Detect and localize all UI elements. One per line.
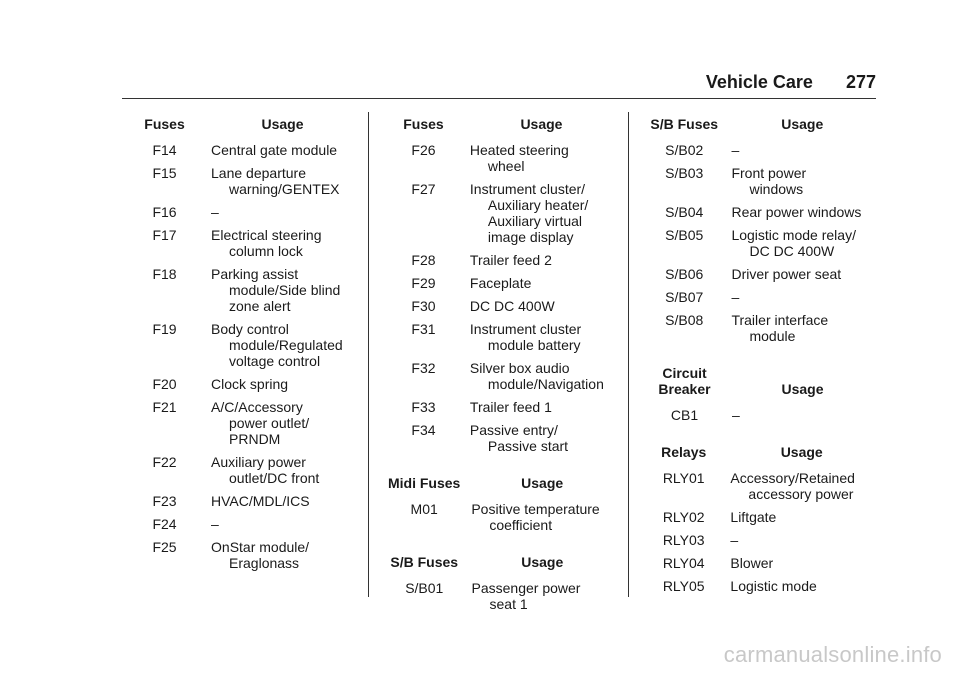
fuse-usage [466,248,617,271]
usage-line: Blower [730,555,774,571]
fuse-id: F30 [411,298,436,314]
table-row [641,161,877,200]
usage-line: Passive entry/ [469,422,558,438]
fuse-usage [727,223,877,262]
fuse-id: RLY04 [662,555,705,571]
usage-line: Passive start [487,438,569,454]
table-row [122,200,358,223]
fuse-usage [207,489,358,512]
usage-line: module battery [487,337,581,353]
usage-line: Body control [211,321,289,337]
usage-line: DC DC 400W [469,298,555,314]
column-header-usage: Usage [520,116,563,132]
column-divider-1 [368,112,369,597]
usage-line: – [211,516,219,532]
fuse-usage [726,574,877,597]
fuse-usage [207,262,358,317]
table-row [122,372,358,395]
usage-line: Front power [731,165,807,181]
fuse-id: F16 [152,204,177,220]
usage-line: Parking assist [211,266,299,282]
usage-line: Positive temperature [471,501,600,517]
table-row [641,138,877,161]
column-header-usage: Usage [521,554,564,570]
fuse-id: S/B03 [665,165,704,181]
usage-line: Electrical steering [211,227,322,243]
table-header-row [641,112,877,138]
usage-line: HVAC/MDL/ICS [211,493,310,509]
fuse-table [641,361,877,426]
fuse-table [641,440,877,597]
fuse-usage [726,551,877,574]
column-header-usage: Usage [781,116,824,132]
watermark: carmanualsonline.info [723,642,942,667]
fuse-id: F27 [411,181,436,197]
section-title: Vehicle Care [705,72,813,92]
usage-line: OnStar module/ [211,539,310,555]
fuse-usage [727,308,877,347]
table-row [122,262,358,317]
table-row [122,512,358,535]
table-header-row [381,550,617,576]
usage-line: Trailer interface [731,312,829,328]
fuse-table [381,471,617,536]
column-2 [381,112,617,615]
usage-line: Liftgate [730,509,777,525]
usage-line: PRNDM [229,431,281,447]
fuse-usage [207,450,358,489]
fuse-id: S/B05 [665,227,704,243]
fuse-usage [466,271,617,294]
fuse-usage [207,372,358,395]
usage-line: Logistic mode [730,578,817,594]
fuse-usage [207,223,358,262]
column-divider-2 [628,112,629,597]
table-row [381,294,617,317]
fuse-usage [726,466,877,505]
table-gap [381,457,617,471]
table-row [381,138,617,177]
usage-line: voltage control [229,353,321,369]
table-row [641,403,877,426]
fuse-id: F32 [411,360,436,376]
table-row [641,574,877,597]
fuse-id: F34 [411,422,436,438]
usage-line: Clock spring [211,376,289,392]
usage-line: – [732,407,740,423]
fuse-usage [207,200,358,223]
fuse-id: RLY03 [662,532,705,548]
table-row [381,418,617,457]
usage-line: module [749,328,796,344]
table-gap [641,347,877,361]
fuse-id: F23 [152,493,177,509]
fuse-id: F26 [411,142,436,158]
usage-line: Accessory/Retained [730,470,855,486]
usage-line: Logistic mode relay/ [731,227,856,243]
table-row [641,528,877,551]
fuse-usage [207,138,358,161]
fuse-usage [727,138,877,161]
usage-line: – [730,532,739,548]
fuse-id: F20 [152,376,177,392]
usage-line: A/C/Accessory [211,399,303,415]
fuse-id: F25 [152,539,177,555]
usage-line: wheel [487,158,525,174]
header-rule [122,98,876,99]
fuse-id: S/B07 [665,289,704,305]
usage-line: Heated steering [469,142,569,158]
fuse-id: S/B02 [665,142,704,158]
column-header-id: S/B Fuses [390,554,459,570]
table-row [641,308,877,347]
table-row [641,262,877,285]
fuse-id: S/B01 [405,580,444,596]
fuse-id: F21 [152,399,177,415]
usage-line: windows [749,181,804,197]
fuse-usage [728,403,877,426]
column-1 [122,112,358,574]
table-header-row [641,361,877,403]
fuse-table [122,112,358,574]
table-gap [381,536,617,550]
usage-line: warning/GENTEX [229,181,340,197]
fuse-id: RLY01 [662,470,705,486]
table-row [122,450,358,489]
fuse-usage [727,262,877,285]
table-row [381,576,617,615]
fuse-id: M01 [410,501,438,517]
fuse-id: S/B04 [665,204,704,220]
usage-line: module/Regulated [229,337,343,353]
usage-line: DC DC 400W [749,243,835,259]
usage-line: column lock [229,243,303,259]
usage-line: Passenger power [471,580,581,596]
fuse-table [641,112,877,347]
usage-line: – [731,289,740,305]
fuse-table [381,112,617,457]
column-3 [641,112,877,597]
fuse-id: F22 [152,454,177,470]
fuse-id: RLY02 [662,509,705,525]
fuse-id: F14 [152,142,177,158]
fuse-usage [207,161,358,200]
usage-line: Instrument cluster/ [469,181,586,197]
fuse-usage [207,317,358,372]
fuse-id: F33 [411,399,436,415]
table-row [381,248,617,271]
fuse-id: S/B08 [665,312,704,328]
column-header-usage: Usage [521,475,564,491]
fuse-id: F17 [152,227,177,243]
fuse-usage [727,161,877,200]
table-row [641,505,877,528]
usage-line: Lane departure [211,165,306,181]
fuse-usage [466,395,617,418]
table-row [641,223,877,262]
table-header-row [381,471,617,497]
table-row [122,489,358,512]
fuse-usage [727,200,877,223]
usage-line: Auxiliary power [211,454,306,470]
page-number: 277 [845,72,876,92]
usage-line: Central gate module [211,142,338,158]
table-row [122,161,358,200]
usage-line: module/Side blind [229,282,341,298]
fuse-usage [466,418,617,457]
table-header-row [381,112,617,138]
usage-line: Faceplate [469,275,532,291]
table-row [381,497,617,536]
fuse-usage [466,356,617,395]
column-header-id: S/B Fuses [650,116,719,132]
table-header-row [641,440,877,466]
usage-line: Instrument cluster [469,321,582,337]
fuse-id: F18 [152,266,177,282]
fuse-usage [207,395,358,450]
usage-line: Auxiliary virtual [487,213,583,229]
page-header [0,72,876,93]
column-header-usage: Usage [781,381,824,397]
usage-line: Auxiliary heater/ [487,197,589,213]
table-row [381,177,617,248]
column-header-id: Midi Fuses [387,475,461,491]
usage-line: Trailer feed 2 [469,252,552,268]
table-row [381,271,617,294]
column-header-id: Fuses [403,116,444,132]
table-row [641,200,877,223]
usage-line: zone alert [229,298,291,314]
fuse-usage [468,576,617,615]
usage-line: module/Navigation [487,376,604,392]
usage-line: Rear power windows [731,204,862,220]
fuse-usage [466,317,617,356]
usage-line: coefficient [489,517,553,533]
table-header-row [122,112,358,138]
fuse-usage [467,497,617,536]
fuse-id: CB1 [670,407,699,423]
fuse-id: F28 [411,252,436,268]
fuse-usage [207,535,358,574]
table-row [381,395,617,418]
table-row [122,138,358,161]
table-row [381,356,617,395]
fuse-id: F24 [152,516,177,532]
fuse-usage [727,285,877,308]
fuse-usage [466,294,617,317]
fuse-usage [466,138,617,177]
fuse-usage [726,505,877,528]
column-header-id: Fuses [144,116,185,132]
usage-line: – [211,204,219,220]
fuse-usage [466,177,617,248]
table-row [122,395,358,450]
usage-line: image display [487,229,574,245]
fuse-id: F29 [411,275,436,291]
usage-line: Driver power seat [731,266,842,282]
usage-line: power outlet/ [229,415,310,431]
usage-line: accessory power [748,486,854,502]
usage-line: Eraglonass [229,555,300,571]
fuse-id: F15 [152,165,177,181]
table-row [641,551,877,574]
usage-line: – [731,142,740,158]
column-header-id: Circuit Breaker [658,365,711,397]
column-header-usage: Usage [261,116,304,132]
fuse-id: S/B06 [665,266,704,282]
table-row [381,317,617,356]
table-row [641,285,877,308]
column-header-id: Relays [661,444,707,460]
fuse-id: RLY05 [662,578,705,594]
usage-line: Silver box audio [469,360,570,376]
table-gap [641,426,877,440]
table-row [122,223,358,262]
usage-line: Trailer feed 1 [469,399,552,415]
usage-line: seat 1 [489,596,528,612]
fuse-usage [726,528,877,551]
table-row [122,535,358,574]
fuse-usage [207,512,358,535]
column-header-usage: Usage [780,444,823,460]
fuse-table [381,550,617,615]
table-row [122,317,358,372]
usage-line: outlet/DC front [229,470,320,486]
table-row [641,466,877,505]
fuse-id: F31 [411,321,436,337]
fuse-id: F19 [152,321,177,337]
